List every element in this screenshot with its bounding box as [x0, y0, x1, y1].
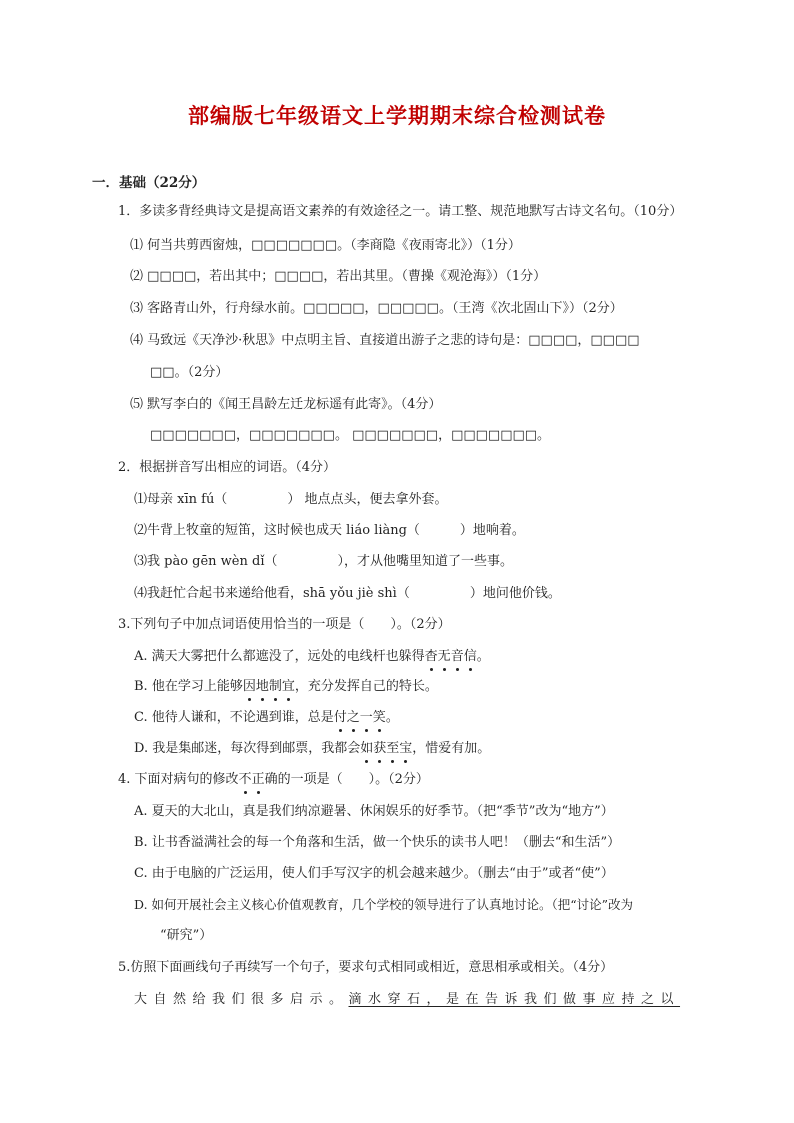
q2-part1-prefix: ⑴母亲 xīn fú（	[134, 492, 228, 507]
q3-d-prefix: D. 我是集邮迷，每次得到邮票，我都会	[134, 741, 361, 756]
q3-a-dotted-word	[425, 649, 477, 664]
q5-underlined-sentence: 滴水穿石，是在告诉我们做事应持之以	[348, 992, 681, 1007]
q2-part3-prefix: ⑶我 pào gēn wèn dǐ（	[134, 554, 278, 569]
q4-stem-dotted-word	[239, 772, 265, 787]
q3-a-suffix: 。	[476, 649, 490, 664]
q1-part4: ⑷ 马致远《天净沙·秋思》中点明主旨、直接道出游子之悲的诗句是：□□□□，□□□□	[130, 333, 640, 348]
q3-option-b	[134, 678, 438, 696]
q4-stem-suffix: 确的一项是（ ）。（2分）	[264, 772, 429, 787]
section-heading: 一．基础（22分）	[92, 175, 206, 191]
q4-option-a: A. 夏天的大北山，真是我们纳凉避暑、休闲娱乐的好季节。（把“季节”改为“地方”）	[134, 804, 614, 819]
q3-option-a	[134, 648, 490, 666]
q3-b-dotted-word	[243, 679, 295, 694]
q4-option-d-cont: “研究”）	[160, 928, 213, 943]
q1-part4-cont: □□。（2分）	[150, 365, 229, 380]
emphasis-char: 信	[463, 649, 477, 664]
emphasis-char: 如	[360, 741, 374, 756]
q2-part3-suffix: ），才从他嘴里知道了一些事。	[337, 554, 514, 569]
q4-stem-prefix: 4. 下面对病句的修改	[118, 772, 239, 787]
emphasis-char: 一	[359, 710, 373, 725]
q2-stem: 2．根据拼音写出相应的词语。（4分）	[118, 460, 337, 475]
q4-option-c: C. 由于电脑的广泛运用，使人们手写汉字的机会越来越少。（删去“由于”或者“使”）	[134, 866, 614, 881]
q2-part3	[134, 553, 513, 571]
q3-a-prefix: A. 满天大雾把什么都遮没了，远处的电线杆也躲得	[134, 649, 425, 664]
emphasis-char: 至	[386, 741, 400, 756]
q2-part1-suffix: ） 地点点头，便去拿外套。	[287, 492, 448, 507]
q4-option-d: D. 如何开展社会主义核心价值观教育，几个学校的领导进行了认真地讨论。（把“讨论”改为	[134, 897, 634, 912]
emphasis-char: 付	[333, 710, 347, 725]
q2-part1	[134, 491, 447, 509]
q2-part4-suffix: ）地问他价钱。	[469, 586, 561, 601]
emphasis-char: 宝	[399, 741, 413, 756]
emphasis-char: 之	[346, 710, 360, 725]
emphasis-char: 地	[255, 679, 269, 694]
q1-part1: ⑴ 何当共剪西窗烛，□□□□□□□。（李商隐《夜雨寄北》）（1分）	[130, 238, 521, 253]
q1-part5-blanks: □□□□□□□，□□□□□□□。 □□□□□□□，□□□□□□□。	[150, 428, 551, 443]
q3-option-d	[134, 740, 490, 758]
q2-part2	[134, 522, 525, 540]
q3-d-dotted-word	[360, 741, 412, 756]
q2-part4	[134, 585, 561, 603]
q4-option-b: B. 让书香溢满社会的每一个角落和生活，做一个快乐的读书人吧！（删去“和生活”）	[134, 835, 621, 850]
q3-c-suffix: 。	[385, 710, 399, 725]
q2-part2-prefix: ⑵牛背上牧童的短笛，这时候也成天 liáo liàng（	[134, 523, 420, 538]
emphasis-char: 因	[242, 679, 256, 694]
emphasis-char: 无	[437, 649, 451, 664]
emphasis-char: 笑	[372, 710, 386, 725]
q3-c-dotted-word	[334, 710, 386, 725]
q1-stem: 1．多读多背经典诗文是提高语文素养的有效途径之一。请工整、规范地默写古诗文名句。（10分）	[118, 204, 683, 219]
emphasis-char: 杳	[424, 649, 438, 664]
page-title: 部编版七年级语文上学期期末综合检测试卷	[188, 103, 606, 128]
emphasis-char: 正	[251, 772, 265, 787]
q3-stem: 3.下列句子中加点词语使用恰当的一项是（ ）。（2分）	[118, 617, 451, 632]
q3-c-prefix: C. 他待人谦和，不论遇到谁，总是	[134, 710, 334, 725]
q3-d-suffix: ，惜爱有加。	[412, 741, 491, 756]
emphasis-char: 音	[450, 649, 464, 664]
emphasis-char: 不	[238, 772, 252, 787]
emphasis-char: 制	[268, 679, 282, 694]
q1-part3: ⑶ 客路青山外，行舟绿水前。□□□□□，□□□□□。（王湾《次北固山下》）（2分）	[130, 301, 623, 316]
q1-part5: ⑸ 默写李白的《闻王昌龄左迁龙标遥有此寄》。（4分）	[130, 397, 442, 412]
q1-part2: ⑵ □□□□，若出其中；□□□□，若出其里。（曹操《观沧海》）（1分）	[130, 269, 547, 284]
q5-text-prefix: 大自然给我们很多启示。	[134, 992, 349, 1007]
q5-text	[134, 991, 680, 1009]
q2-part2-suffix: ）地响着。	[459, 523, 525, 538]
q3-b-suffix: ，充分发挥自己的特长。	[294, 679, 438, 694]
q5-stem: 5.仿照下面画线句子再续写一个句子，要求句式相同或相近，意思相承或相关。（4分）	[118, 960, 614, 975]
emphasis-char: 宜	[281, 679, 295, 694]
q3-option-c	[134, 709, 399, 727]
q4-stem	[118, 771, 429, 789]
q3-b-prefix: B. 他在学习上能够	[134, 679, 243, 694]
q2-part4-prefix: ⑷我赶忙合起书来递给他看，shā yǒu jiè shì（	[134, 586, 410, 601]
emphasis-char: 获	[373, 741, 387, 756]
